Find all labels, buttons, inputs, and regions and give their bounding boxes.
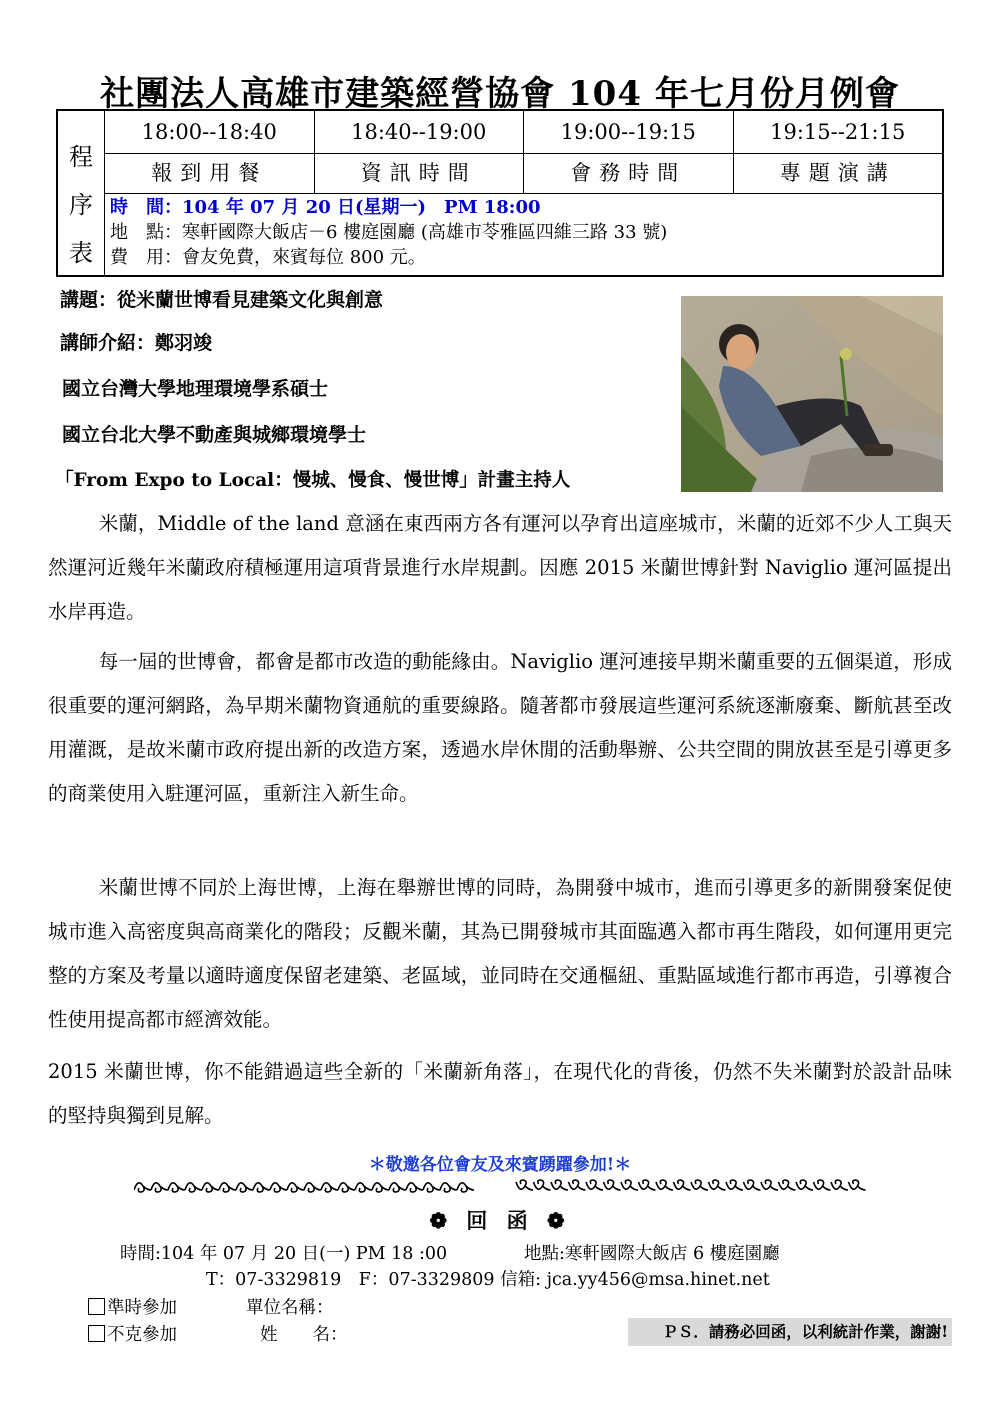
- paragraph-4: 2015 米蘭世博，你不能錯過這些全新的「米蘭新角落」，在現代化的背後，仍然不失米蘭對於設計品味的堅持與獨到見解。: [48, 1060, 952, 1127]
- attend-checkbox[interactable]: [88, 1298, 105, 1315]
- speaker-edu-2: 國立台北大學不動產與城鄉環境學士: [62, 424, 367, 446]
- reply-contact: T：07-3329819 F：07-3329809 信箱: jca.yy456@msa.hinet.net: [206, 1270, 770, 1290]
- event-time: 時 間：104 年 07 月 20 日(星期一) PM 18:00: [110, 197, 541, 218]
- paragraph-3: 米蘭世博不同於上海世博，上海在舉辦世博的同時，為開發中城市，進而引導更多的新開發案促使城市進入高密度與高商業化的階段；反觀米蘭，其為已開發城市其面臨邁入都市再生階段，如何運用更完整的方案及考量以適時適度保留老建築、老區域，並同時在交通樞紐、重點區域進行都市再造，引導複合性使用提高都市經濟效能。: [48, 876, 952, 1031]
- reply-place: 地點:寒軒國際大飯店 6 樓庭園廳: [524, 1244, 780, 1264]
- absent-option[interactable]: [88, 1321, 177, 1346]
- schedule-times-row: [105, 111, 942, 154]
- item-cell: 報到用餐: [151, 161, 268, 185]
- attend-label: 準時參加: [107, 1298, 177, 1318]
- unit-name-field[interactable]: 單位名稱：: [246, 1298, 334, 1318]
- ps-note: ＰＳ．請務必回函，以利統計作業，謝謝!: [628, 1318, 952, 1346]
- paragraph-2: 每一屆的世博會，都會是都市改造的動能緣由。Naviglio 運河連接早期米蘭重要的五個渠道，形成很重要的運河網路，為早期米蘭物資通航的重要線路。隨著都市發展這些運河系統逐漸廢棄、斷航甚至改用灌溉，是故米蘭市政府提出新的改造方案，透過水岸休閒的活動舉辦、公共空間的開放甚至是引導更多的商業使用入駐運河區，重新注入新生命。: [48, 650, 952, 805]
- side-char: 表: [69, 239, 93, 267]
- attend-option[interactable]: [88, 1294, 177, 1319]
- side-char: 程: [69, 143, 93, 171]
- absent-checkbox[interactable]: [88, 1325, 105, 1342]
- item-cell: 專題演講: [733, 153, 943, 193]
- reply-time: 時間:104 年 07 月 20 日(一) PM 18 :00: [120, 1244, 448, 1264]
- time-cell: 19:00--19:15: [523, 111, 733, 153]
- invite-text: ＊敬邀各位會友及來賓踴躍參加!＊: [368, 1155, 632, 1175]
- absent-label: 不克參加: [107, 1325, 177, 1345]
- time-cell: 18:40--19:00: [314, 111, 524, 153]
- event-fee: 費 用：會友免費，來賓每位 800 元。: [110, 247, 426, 268]
- speaker-project: 「From Expo to Local：慢城、慢食、慢世博」計畫主持人: [55, 470, 571, 491]
- time-cell: 19:15--21:15: [733, 111, 943, 153]
- event-place: 地 點：寒軒國際大飯店－6 樓庭園廳 (高雄市苓雅區四維三路 33 號): [110, 222, 668, 243]
- reply-title: ❁ 回 函 ❁: [429, 1208, 571, 1233]
- topic: 講題：從米蘭世博看見建築文化與創意: [60, 289, 384, 311]
- item-cell: 資訊時間: [314, 153, 524, 193]
- speaker-intro: 講師介紹：鄭羽竣: [60, 332, 213, 354]
- item-cell: 會務時間: [523, 153, 733, 193]
- time-cell: 18:00--18:40: [141, 120, 277, 144]
- speaker-edu-1: 國立台灣大學地理環境學系碩士: [62, 378, 329, 400]
- ornament-divider: [134, 1174, 866, 1198]
- page-title: 社團法人高雄市建築經營協會 104 年七月份月例會: [100, 74, 900, 114]
- speaker-photo: [681, 296, 943, 492]
- name-field[interactable]: 姓 名：: [260, 1325, 348, 1345]
- schedule-items-row: [105, 153, 942, 194]
- paragraph-1: 米蘭，Middle of the land 意涵在東西兩方各有運河以孕育出這座城市，米蘭的近郊不少人工與天然運河近幾年米蘭政府積極運用這項背景進行水岸規劃。因應 2015 米蘭世博針對 Naviglio 運河區提出水岸再造。: [48, 512, 952, 623]
- schedule-side-label: [58, 111, 105, 275]
- side-char: 序: [69, 191, 93, 219]
- schedule-table: [56, 109, 944, 277]
